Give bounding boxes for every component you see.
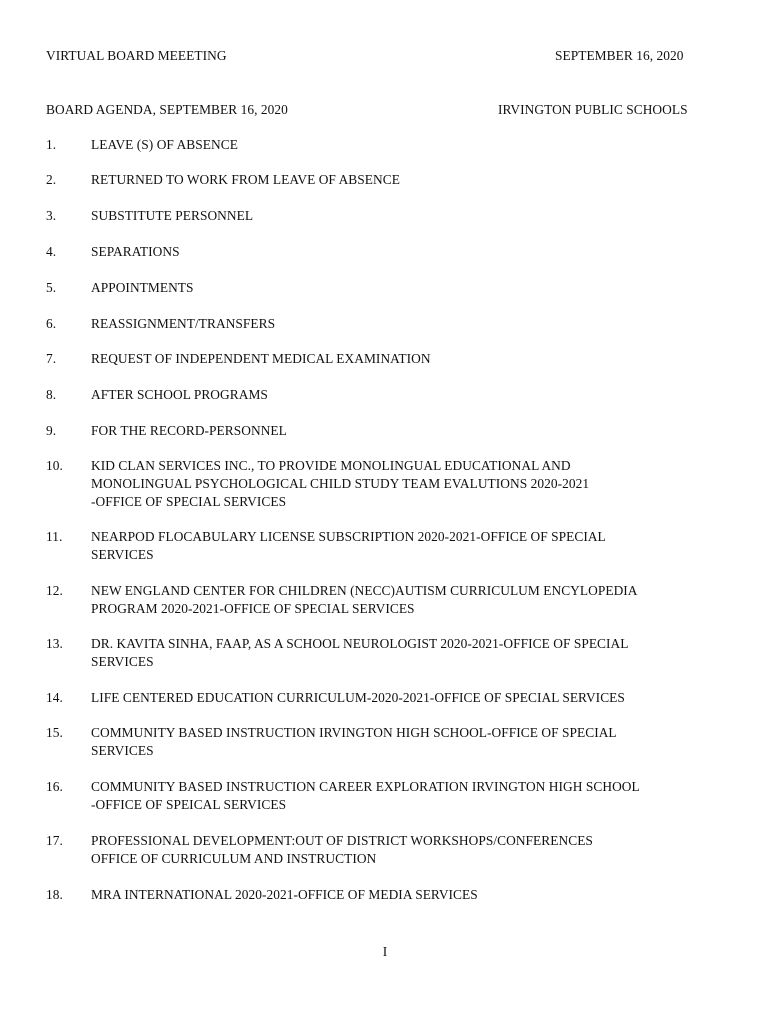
agenda-item-number: 5.	[46, 280, 57, 295]
agenda-item-number: 4.	[46, 244, 57, 259]
agenda-item-number: 11.	[46, 529, 63, 544]
agenda-item-line: DR. KAVITA SINHA, FAAP, AS A SCHOOL NEUROLOGIST 2020-2021-OFFICE OF SPECIAL	[91, 636, 629, 651]
agenda-item-text	[91, 689, 731, 707]
agenda-item-text	[91, 422, 731, 440]
agenda-item-number: 18.	[46, 887, 63, 902]
page-number: I	[382, 944, 388, 959]
agenda-item-number: 6.	[46, 316, 57, 331]
agenda-item-line: APPOINTMENTS	[91, 280, 194, 295]
meeting-label: VIRTUAL BOARD MEEETING	[46, 48, 227, 63]
agenda-item-line: SERVICES	[91, 743, 154, 758]
agenda-item-line: MRA INTERNATIONAL 2020-2021-OFFICE OF MEDIA SERVICES	[91, 887, 478, 902]
agenda-item-number: 8.	[46, 387, 57, 402]
agenda-item-text	[91, 350, 731, 368]
agenda-item-number: 15.	[46, 725, 63, 740]
agenda-item-line: SEPARATIONS	[91, 244, 180, 259]
agenda-item-text	[91, 778, 731, 814]
agenda-item-text	[91, 386, 731, 404]
agenda-item-line: PROFESSIONAL DEVELOPMENT:OUT OF DISTRICT WORKSHOPS/CONFERENCES	[91, 833, 593, 848]
agenda-item-line: RETURNED TO WORK FROM LEAVE OF ABSENCE	[91, 172, 400, 187]
agenda-item-number: 16.	[46, 779, 63, 794]
agenda-item-number: 3.	[46, 208, 57, 223]
agenda-item-text	[91, 724, 731, 760]
agenda-item-number: 2.	[46, 172, 57, 187]
agenda-item-number: 1.	[46, 137, 57, 152]
agenda-item-number: 14.	[46, 690, 63, 705]
agenda-item-line: COMMUNITY BASED INSTRUCTION CAREER EXPLORATION IRVINGTON HIGH SCHOOL	[91, 779, 640, 794]
agenda-item-number: 7.	[46, 351, 57, 366]
agenda-item-line: OFFICE OF CURRICULUM AND INSTRUCTION	[91, 851, 377, 866]
agenda-item-number: 13.	[46, 636, 63, 651]
agenda-item-line: SUBSTITUTE PERSONNEL	[91, 208, 254, 223]
agenda-item-line: FOR THE RECORD-PERSONNEL	[91, 423, 287, 438]
agenda-item-text	[91, 207, 731, 225]
agenda-item-line: REQUEST OF INDEPENDENT MEDICAL EXAMINATION	[91, 351, 431, 366]
agenda-item-text	[91, 457, 731, 511]
agenda-item-number: 17.	[46, 833, 63, 848]
agenda-item-line: REASSIGNMENT/TRANSFERS	[91, 316, 276, 331]
agenda-item-text	[91, 582, 731, 618]
agenda-item-line: -OFFICE OF SPEICAL SERVICES	[91, 797, 287, 812]
agenda-item-line: KID CLAN SERVICES INC., TO PROVIDE MONOLINGUAL EDUCATIONAL AND	[91, 458, 571, 473]
agenda-item-text	[91, 243, 731, 261]
agenda-item-text	[91, 528, 731, 564]
agenda-item-line: -OFFICE OF SPECIAL SERVICES	[91, 494, 287, 509]
agenda-item-number: 12.	[46, 583, 63, 598]
agenda-item-line: NEARPOD FLOCABULARY LICENSE SUBSCRIPTION 2020-2021-OFFICE OF SPECIAL	[91, 529, 606, 544]
agenda-item-line: AFTER SCHOOL PROGRAMS	[91, 387, 268, 402]
agenda-item-line: MONOLINGUAL PSYCHOLOGICAL CHILD STUDY TEAM EVALUTIONS 2020-2021	[91, 476, 590, 491]
agenda-item-text	[91, 136, 731, 154]
agenda-item-number: 10.	[46, 458, 63, 473]
agenda-item-line: SERVICES	[91, 654, 154, 669]
agenda-item-line: SERVICES	[91, 547, 154, 562]
agenda-item-line: COMMUNITY BASED INSTRUCTION IRVINGTON HIGH SCHOOL-OFFICE OF SPECIAL	[91, 725, 617, 740]
agenda-item-text	[91, 171, 731, 189]
agenda-item-text	[91, 832, 731, 868]
agenda-item-line: LIFE CENTERED EDUCATION CURRICULUM-2020-2021-OFFICE OF SPECIAL SERVICES	[91, 690, 625, 705]
agenda-item-text	[91, 315, 731, 333]
agenda-item-text	[91, 635, 731, 671]
district-name: IRVINGTON PUBLIC SCHOOLS	[498, 102, 688, 117]
agenda-item-number: 9.	[46, 423, 57, 438]
agenda-item-text	[91, 279, 731, 297]
agenda-item-line: LEAVE (S) OF ABSENCE	[91, 137, 238, 152]
agenda-item-text	[91, 886, 731, 904]
meeting-date: SEPTEMBER 16, 2020	[555, 48, 684, 63]
agenda-label: BOARD AGENDA, SEPTEMBER 16, 2020	[46, 102, 288, 117]
agenda-item-line: PROGRAM 2020-2021-OFFICE OF SPECIAL SERVICES	[91, 601, 415, 616]
agenda-item-line: NEW ENGLAND CENTER FOR CHILDREN (NECC)AUTISM CURRICULUM ENCYLOPEDIA	[91, 583, 638, 598]
